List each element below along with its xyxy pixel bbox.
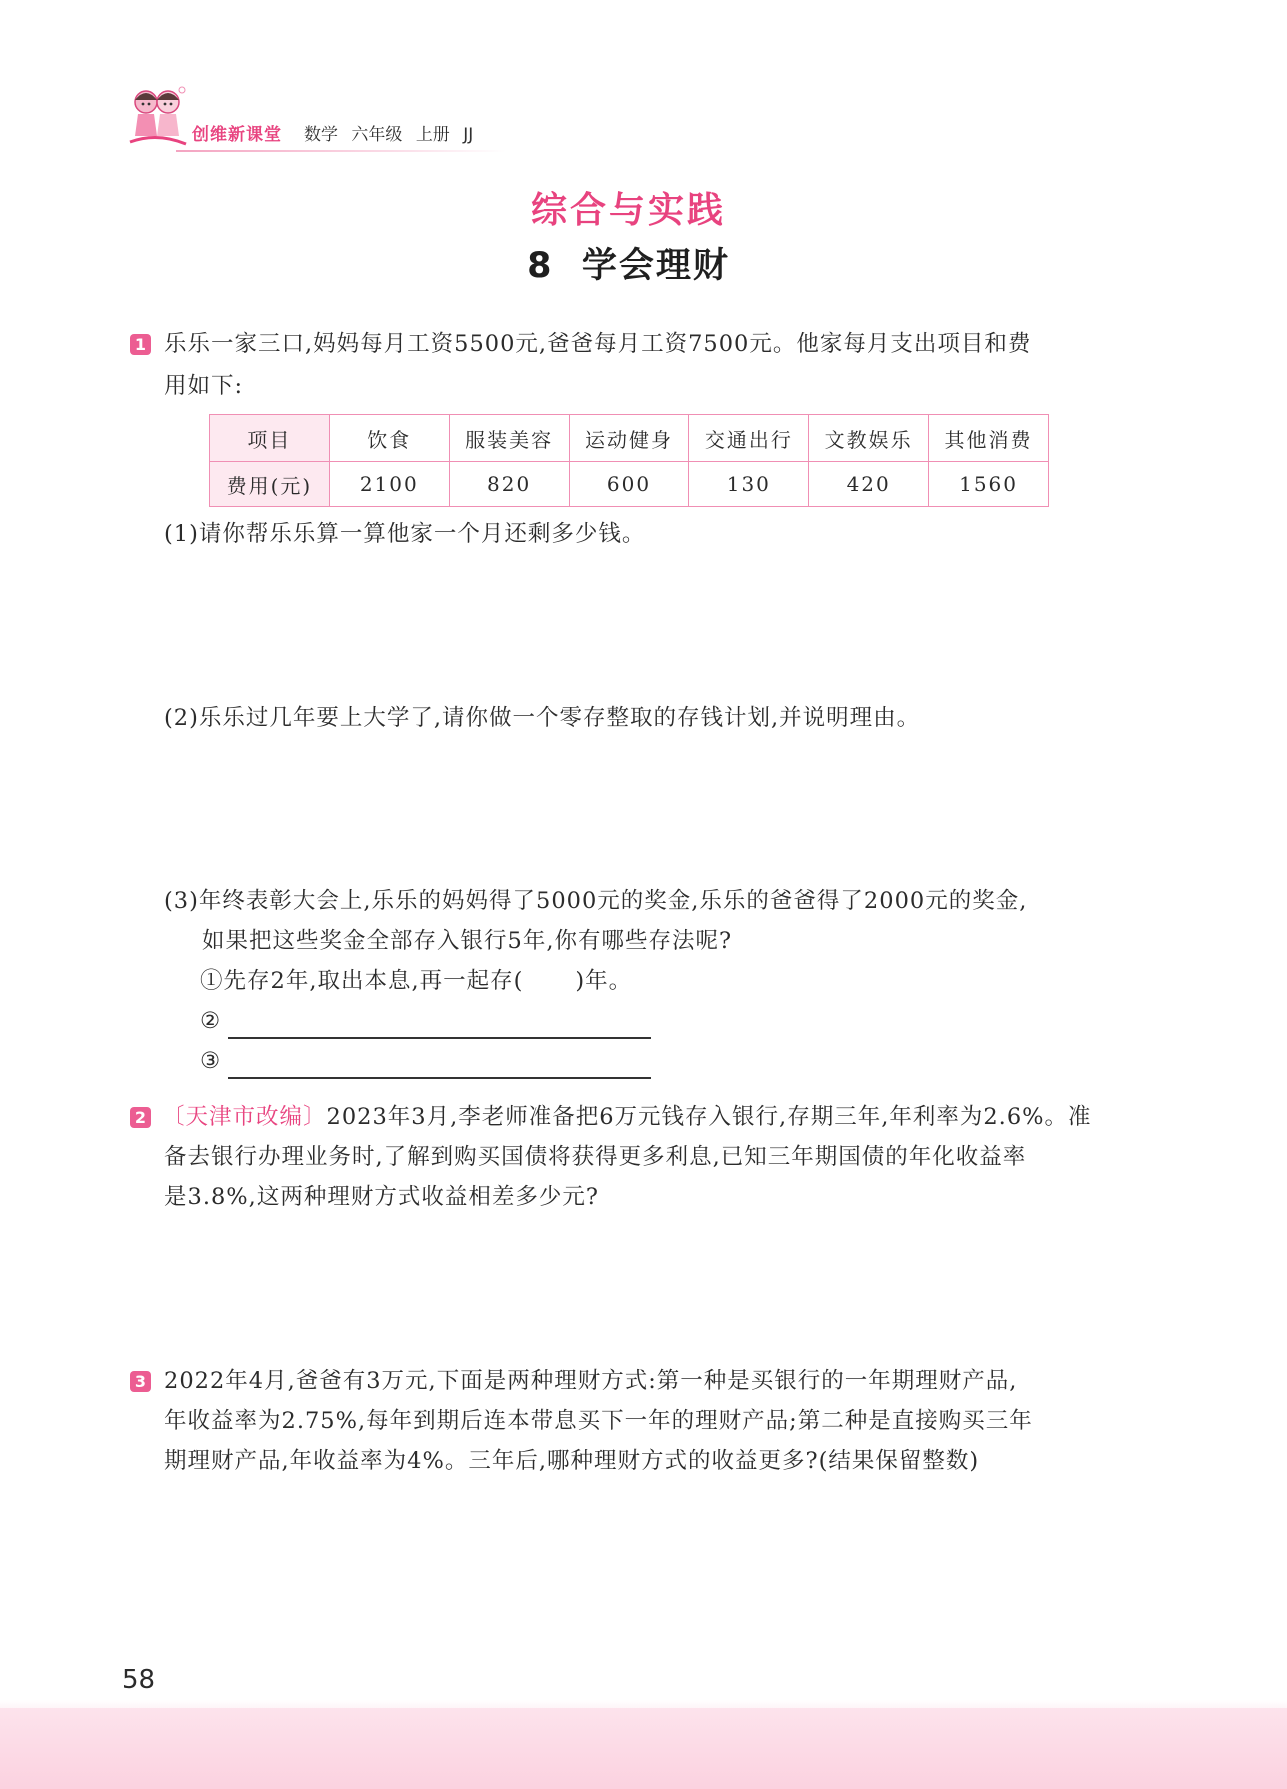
source-tag: 〔天津市改编〕 bbox=[162, 1104, 327, 1130]
q2-line1-body: 2023年3月,李老师准备把6万元钱存入银行,存期三年,年利率为2.6%。准 bbox=[326, 1104, 1092, 1130]
q2-text-line1 bbox=[162, 1097, 1092, 1137]
q2-text-line2: 备去银行办理业务时,了解到购买国债将获得更多利息,已知三年期国债的年化收益率 bbox=[164, 1144, 1027, 1170]
lesson-title: 8 学会理财 bbox=[527, 246, 730, 286]
volume: 上册 bbox=[415, 125, 450, 145]
subject: 数学 bbox=[304, 125, 338, 145]
table-cell: 饮食 bbox=[329, 415, 449, 462]
option1-text-b: )年。 bbox=[575, 968, 633, 994]
page-number: 58 bbox=[122, 1665, 156, 1695]
q1-text-line1: 乐乐一家三口,妈妈每月工资5500元,爸爸每月工资7500元。他家每月支出项目和费 bbox=[164, 331, 1032, 357]
table-cell: 820 bbox=[449, 462, 569, 507]
header-divider bbox=[176, 150, 506, 152]
edition: JJ bbox=[463, 125, 474, 145]
question-number-badge: 2 bbox=[130, 1107, 151, 1128]
q1-option3-label: ③ bbox=[200, 1048, 222, 1074]
table-cell: 420 bbox=[809, 462, 929, 507]
q1-option1 bbox=[200, 961, 632, 1001]
table-cell: 600 bbox=[569, 462, 689, 507]
q3-text-line3: 期理财产品,年收益率为4%。三年后,哪种理财方式的收益更多?(结果保留整数) bbox=[164, 1448, 980, 1474]
table-row bbox=[210, 462, 1049, 507]
table-header-cell: 项目 bbox=[210, 415, 330, 462]
mascot-kids-icon bbox=[126, 84, 188, 154]
page-header bbox=[126, 84, 506, 156]
brand-name: 创维新课堂 bbox=[192, 125, 282, 145]
expense-table bbox=[209, 414, 1049, 507]
table-cell: 文教娱乐 bbox=[809, 415, 929, 462]
table-cell: 运动健身 bbox=[569, 415, 689, 462]
book-info bbox=[304, 120, 481, 145]
table-cell: 130 bbox=[689, 462, 809, 507]
table-row bbox=[210, 415, 1049, 462]
q3-text-line1: 2022年4月,爸爸有3万元,下面是两种理财方式:第一种是买银行的一年期理财产品, bbox=[164, 1368, 1018, 1394]
q1-sub3-line1: (3)年终表彰大会上,乐乐的妈妈得了5000元的奖金,乐乐的爸爸得了2000元的奖金, bbox=[164, 888, 1028, 914]
q1-sub2: (2)乐乐过几年要上大学了,请你做一个零存整取的存钱计划,并说明理由。 bbox=[164, 705, 921, 731]
table-cell: 交通出行 bbox=[689, 415, 809, 462]
q2-text-line3: 是3.8%,这两种理财方式收益相差多少元? bbox=[164, 1184, 599, 1210]
table-cell: 1560 bbox=[929, 462, 1049, 507]
option1-text-a: ①先存2年,取出本息,再一起存( bbox=[200, 968, 524, 994]
q1-text-line2: 用如下: bbox=[164, 373, 244, 399]
answer-line[interactable] bbox=[228, 1077, 651, 1079]
answer-line[interactable] bbox=[228, 1037, 651, 1039]
section-title: 综合与实践 bbox=[530, 190, 726, 231]
table-cell: 其他消费 bbox=[929, 415, 1049, 462]
question-number-badge: 3 bbox=[130, 1371, 151, 1392]
grade: 六年级 bbox=[351, 125, 403, 145]
question-number-badge: 1 bbox=[130, 334, 151, 355]
q1-option2-label: ② bbox=[200, 1008, 222, 1034]
table-cell: 2100 bbox=[329, 462, 449, 507]
table-cell: 服装美容 bbox=[449, 415, 569, 462]
footer-band bbox=[0, 1708, 1287, 1789]
q1-sub1: (1)请你帮乐乐算一算他家一个月还剩多少钱。 bbox=[164, 521, 646, 547]
q3-text-line2: 年收益率为2.75%,每年到期后连本带息买下一年的理财产品;第二种是直接购买三年 bbox=[164, 1408, 1033, 1434]
table-header-cell: 费用(元) bbox=[210, 462, 330, 507]
q1-sub3-line2: 如果把这些奖金全部存入银行5年,你有哪些存法呢? bbox=[202, 928, 733, 954]
